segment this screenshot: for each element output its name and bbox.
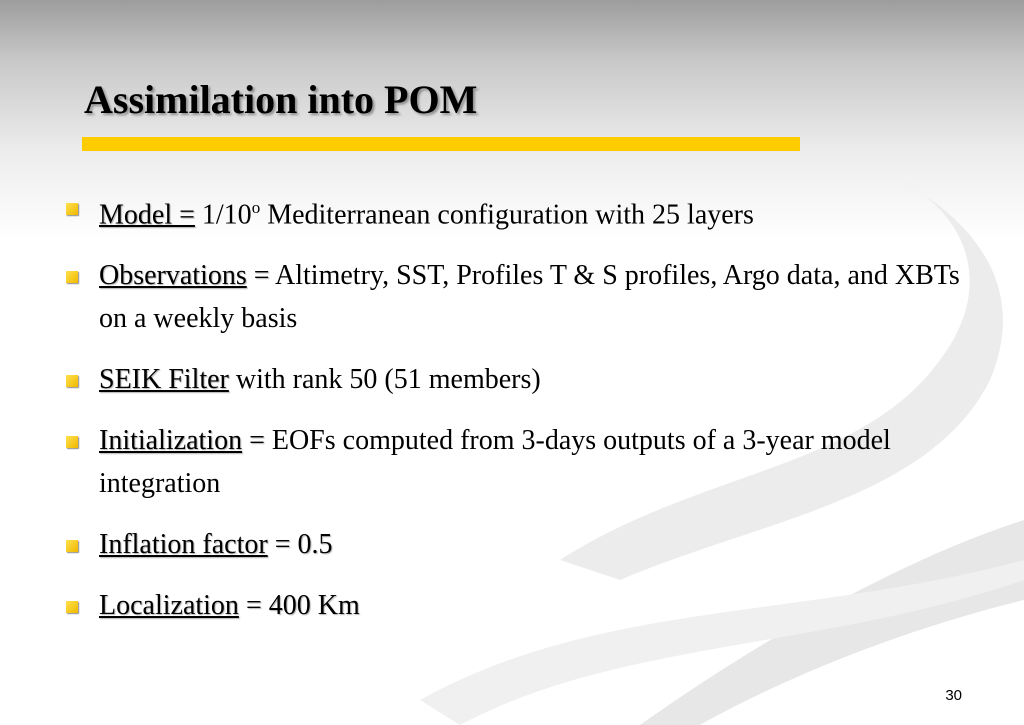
- bullet-observations: [62, 254, 962, 340]
- bullet-square-icon: [66, 601, 78, 613]
- bullet-square-icon: [66, 436, 78, 448]
- bullet-separator: =: [242, 425, 265, 457]
- bullet-model: [62, 186, 962, 236]
- bullet-square-icon: [66, 375, 78, 387]
- bullet-localization: [62, 584, 962, 627]
- bullet-key: Initialization: [99, 425, 243, 457]
- bullet-square-icon: [66, 271, 78, 283]
- title-underline-bar: [82, 137, 800, 151]
- bullet-separator: =: [246, 260, 270, 292]
- bullet-square-icon: [66, 540, 78, 552]
- bullet-text: Altimetry, SST, Profiles T & S profiles, Argo data, and XBTs on a weekly basis: [99, 260, 960, 335]
- bullet-key: Model =: [99, 199, 195, 231]
- bullet-list: [62, 186, 962, 627]
- bullet-text: 1/10: [194, 199, 252, 231]
- bullet-superscript: o: [251, 198, 261, 217]
- bullet-key: SEIK Filter: [99, 364, 229, 396]
- bullet-key: Inflation factor: [99, 529, 268, 561]
- bullet-text: with rank 50 (51 members): [228, 364, 541, 396]
- bullet-initialization: [62, 419, 962, 505]
- bullet-seik-filter: [62, 358, 962, 401]
- bullet-text: = 0.5: [267, 529, 333, 561]
- bullet-key: Localization: [99, 590, 239, 622]
- slide-title: Assimilation into POM: [84, 77, 478, 122]
- bullet-key: Observations: [99, 260, 247, 292]
- bullet-text: Mediterranean configuration with 25 layers: [260, 199, 754, 231]
- bullet-text: EOFs computed from 3-days outputs of a 3-year model integration: [99, 425, 891, 500]
- bullet-inflation-factor: [62, 523, 962, 566]
- bullet-square-icon: [66, 203, 78, 215]
- bullet-text: = 400 Km: [238, 590, 360, 622]
- page-number: 30: [945, 687, 962, 704]
